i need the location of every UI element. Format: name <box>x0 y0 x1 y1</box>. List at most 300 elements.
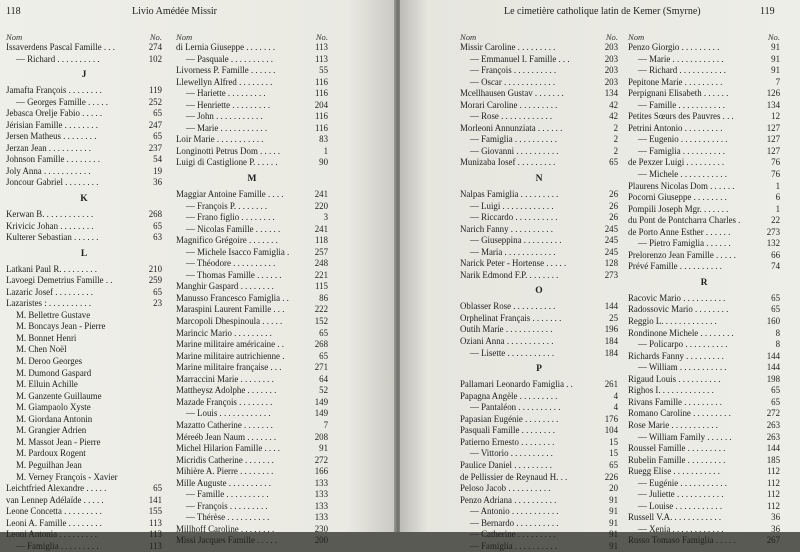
entry-name: Penzo Adriana . . . . . . . . . . <box>460 494 557 505</box>
entry-number: 15 <box>609 448 618 459</box>
entry-name: Jersen Matheus . . . . . . . . <box>6 131 97 142</box>
entry-name: Marine militaire française . . . <box>176 362 282 373</box>
entry-number: 119 <box>149 85 162 96</box>
entry-name: — Riccardo . . . . . . . . . . <box>470 212 558 223</box>
index-column <box>628 32 780 547</box>
index-entry <box>6 321 162 333</box>
index-entry <box>6 275 162 287</box>
index-entry <box>460 301 618 313</box>
entry-number: 65 <box>771 292 780 303</box>
index-entry <box>6 264 162 276</box>
index-entry <box>628 489 780 501</box>
entry-number: 133 <box>314 477 328 488</box>
index-entry <box>6 518 162 530</box>
entry-number: 127 <box>766 145 780 156</box>
entry-name: — Famiglia . . . . . . . . . . <box>638 145 726 156</box>
entry-name: M. Bellettre Gustave <box>16 309 91 320</box>
entry-name: Loir Marie . . . . . . . . . . . <box>176 134 264 145</box>
section-letter: R <box>700 277 708 288</box>
entry-name: van Lennep Adélaïde . . . . . <box>6 494 104 505</box>
index-entry <box>6 460 162 472</box>
entry-name: — Pasquale . . . . . . . . . . <box>186 53 274 64</box>
entry-name: Maggiar Antoine Famille . . . . <box>176 189 284 200</box>
entry-name: M. Grangier Adrien <box>16 425 87 436</box>
entry-number: 273 <box>766 226 780 237</box>
index-entry <box>628 238 780 250</box>
index-entry <box>460 146 618 158</box>
index-entry <box>628 304 780 316</box>
index-entry <box>628 512 780 524</box>
index-entry <box>6 232 162 244</box>
entry-name: Jérisian Famille . . . . . . . . <box>6 119 98 130</box>
entry-number: 8 <box>775 339 780 350</box>
entry-number: 203 <box>604 53 618 64</box>
index-entry <box>628 111 780 123</box>
index-entry <box>628 374 780 386</box>
entry-number: 26 <box>609 200 618 211</box>
index-entry <box>628 134 780 146</box>
entry-number: 36 <box>771 523 780 534</box>
index-entry <box>176 501 328 513</box>
entry-name: Russell V.A. . . . . . . . . . . . <box>628 512 722 523</box>
entry-name: — Luigi . . . . . . . . . . . . <box>470 200 554 211</box>
entry-number: 63 <box>153 232 162 243</box>
entry-number: 134 <box>604 88 618 99</box>
index-entry <box>628 501 780 513</box>
entry-name: Pasquali Famille . . . . . . . . <box>460 425 555 436</box>
entry-number: 4 <box>613 390 618 401</box>
index-entry <box>176 54 328 66</box>
entry-number: 91 <box>771 42 780 52</box>
index-entry <box>176 420 328 432</box>
entry-number: 230 <box>314 523 328 534</box>
entry-name: Outih Marie . . . . . . . . . . . <box>460 324 553 335</box>
index-entry <box>460 247 618 259</box>
entry-name: Morleoni Annunziata . . . . . . <box>460 122 563 133</box>
entry-name: Mihière A. Pierre . . . . . . . . <box>176 466 274 477</box>
entry-name: — Frano figlio . . . . . . . . <box>186 212 275 223</box>
index-entry <box>6 154 162 166</box>
entry-number: 20 <box>609 483 618 494</box>
entry-name: Pompili Joseph Mgr. . . . . . . <box>628 203 729 214</box>
entry-number: 2 <box>613 122 618 133</box>
entry-number: 65 <box>153 131 162 142</box>
index-entry <box>176 339 328 351</box>
entry-name: — Vittorio . . . . . . . . . . <box>470 448 553 459</box>
index-entry <box>176 77 328 89</box>
entry-number: 26 <box>609 189 618 200</box>
index-entry <box>176 432 328 444</box>
entry-name: M. Elluin Achille <box>16 379 78 390</box>
entry-number: 259 <box>148 275 162 286</box>
entry-name: — Thérèse . . . . . . . . . . <box>186 512 270 523</box>
entry-name: — Richard . . . . . . . . . . . <box>638 65 727 76</box>
index-entry <box>176 304 328 316</box>
index-entry <box>460 235 618 247</box>
entry-name: — Famiglia . . . . . . . . . . <box>470 540 558 551</box>
column-header-name: Nom <box>628 32 645 42</box>
index-entry <box>176 42 328 54</box>
entry-name: Nalpas Famiglia . . . . . . . . . <box>460 189 559 200</box>
entry-name: — Juliette . . . . . . . . . . . <box>638 489 724 500</box>
index-entry <box>176 512 328 524</box>
entry-name: Longinotti Petrus Dom . . . . . <box>176 145 281 156</box>
entry-number: 1 <box>775 203 780 214</box>
index-entry <box>460 518 618 530</box>
index-entry <box>628 432 780 444</box>
index-entry <box>460 189 618 201</box>
index-entry <box>628 535 780 547</box>
entry-number: 252 <box>148 96 162 107</box>
index-entry <box>6 472 162 484</box>
index-column <box>176 32 328 547</box>
entry-number: 36 <box>153 177 162 188</box>
entry-name: Oziani Anna . . . . . . . . . . . <box>460 336 554 347</box>
index-entry <box>628 227 780 239</box>
index-entry <box>176 235 328 247</box>
index-entry <box>460 88 618 100</box>
entry-number: 271 <box>314 362 328 373</box>
entry-number: 127 <box>766 134 780 145</box>
entry-name: Manghir Gaspard . . . . . . . . <box>176 281 274 292</box>
index-entry <box>176 134 328 146</box>
entry-number: 116 <box>315 76 328 87</box>
entry-name: — Catherine . . . . . . . . . <box>470 529 556 540</box>
entry-name: Latkani Paul R. . . . . . . . . <box>6 263 97 274</box>
index-entry <box>628 443 780 455</box>
entry-name: Marcopoli Dhespinoula . . . . . <box>176 316 283 327</box>
entry-number: 241 <box>314 223 328 234</box>
index-entry <box>176 212 328 224</box>
index-entry <box>460 123 618 135</box>
entry-number: 273 <box>604 269 618 280</box>
entry-name: Missir Caroline . . . . . . . . . <box>460 42 556 52</box>
running-head: Livio Amédée Missir <box>132 6 217 17</box>
index-entry <box>460 77 618 89</box>
entry-name: Kulterer Sebastian . . . . . . <box>6 232 99 243</box>
entry-number: 65 <box>153 483 162 494</box>
entry-number: 113 <box>315 53 328 64</box>
index-entry <box>6 85 162 97</box>
entry-number: 149 <box>314 408 328 419</box>
index-entry <box>176 189 328 201</box>
entry-number: 127 <box>766 122 780 133</box>
entry-name: — Famille . . . . . . . . . . . <box>638 99 726 110</box>
index-entry <box>6 425 162 437</box>
entry-number: 7 <box>323 419 328 430</box>
entry-name: M. Pardoux Rogent <box>16 448 86 459</box>
entry-name: Lazaric Josef . . . . . . . . . <box>6 286 93 297</box>
entry-number: 196 <box>604 324 618 335</box>
entry-name: — Lisette . . . . . . . . . . . <box>470 347 555 358</box>
entry-number: 26 <box>609 212 618 223</box>
entry-name: Magnifico Grégoire . . . . . . . <box>176 235 278 246</box>
entry-number: 6 <box>775 192 780 203</box>
index-entry <box>628 181 780 193</box>
column-header-name: Nom <box>460 32 477 42</box>
index-entry <box>176 157 328 169</box>
column-header <box>176 32 328 42</box>
index-entry <box>460 313 618 325</box>
entry-number: 64 <box>319 373 328 384</box>
index-entry <box>176 328 328 340</box>
entry-number: 76 <box>771 157 780 168</box>
entry-name: Peloso Jacob . . . . . . . . . . <box>460 483 551 494</box>
index-entry <box>460 460 618 472</box>
entry-number: 102 <box>148 53 162 64</box>
entry-name: di Lernia Giuseppe . . . . . . . <box>176 42 276 52</box>
index-entry <box>176 524 328 536</box>
index-entry <box>460 111 618 123</box>
entry-number: 160 <box>766 316 780 327</box>
entry-name: — Thomas Famille . . . . . . <box>186 269 282 280</box>
entry-number: 144 <box>766 443 780 454</box>
entry-number: 42 <box>609 111 618 122</box>
index-column <box>6 32 162 552</box>
index-entry <box>176 535 328 547</box>
entry-name: Luigi di Castiglione P. . . . . . <box>176 157 278 168</box>
entry-name: Prelorenzo Jean Famille . . . . . <box>628 249 736 260</box>
index-entry <box>6 120 162 132</box>
entry-number: 23 <box>153 298 162 309</box>
entry-name: — Maria . . . . . . . . . . . . <box>470 246 556 257</box>
entry-name: — Michele . . . . . . . . . . . <box>638 169 727 180</box>
index-entry <box>6 402 162 414</box>
entry-number: 132 <box>766 238 780 249</box>
entry-name: Lazaristes : . . . . . . . . . . <box>6 298 92 309</box>
entry-name: — Nicolas Famille . . . . . . <box>186 223 281 234</box>
entry-name: Kerwan B. . . . . . . . . . . . <box>6 209 94 220</box>
entry-name: M. Deroo Georges <box>16 356 83 367</box>
entry-name: M. Boncays Jean - Pierre <box>16 321 106 332</box>
entry-name: Munizaba Iosef . . . . . . . . . <box>460 157 556 168</box>
entry-number: 113 <box>149 529 162 540</box>
entry-name: de Pexzer Luigi . . . . . . . . . <box>628 157 725 168</box>
entry-name: de Porto Anne Esther . . . . . . <box>628 226 731 237</box>
index-entry <box>176 466 328 478</box>
entry-number: 184 <box>604 336 618 347</box>
entry-name: M. Giordana Antonin <box>16 413 93 424</box>
index-entry <box>6 310 162 322</box>
entry-name: M. Bonnet Henri <box>16 332 77 343</box>
entry-number: 152 <box>314 316 328 327</box>
entry-name: Leoni Antonia . . . . . . . . . <box>6 529 97 540</box>
entry-name: Micridis Catherine . . . . . . . <box>176 454 274 465</box>
entry-name: Manusso Francesco Famiglia . . <box>176 292 289 303</box>
entry-number: 116 <box>315 111 328 122</box>
index-entry <box>176 351 328 363</box>
entry-name: — Bernardo . . . . . . . . . . <box>470 517 559 528</box>
entry-number: 267 <box>766 535 780 546</box>
entry-name: Jamafta François . . . . . . . . <box>6 85 102 96</box>
index-entry <box>6 437 162 449</box>
index-entry <box>628 408 780 420</box>
index-entry <box>176 293 328 305</box>
entry-name: — Louis . . . . . . . . . . . . <box>186 408 271 419</box>
index-column <box>460 32 618 552</box>
entry-number: 144 <box>766 362 780 373</box>
section-letter: J <box>81 70 87 81</box>
index-entry <box>176 455 328 467</box>
entry-number: 113 <box>149 517 162 528</box>
entry-number: 104 <box>604 425 618 436</box>
entry-name: — Hariette . . . . . . . . . <box>186 88 266 99</box>
entry-name: Millhoff Caroline . . . . . . . . <box>176 523 275 534</box>
index-entry <box>460 402 618 414</box>
index-entry <box>460 270 618 282</box>
index-entry <box>628 328 780 340</box>
index-entry <box>176 397 328 409</box>
left-page <box>0 0 396 551</box>
entry-number: 220 <box>314 200 328 211</box>
index-entry <box>628 250 780 262</box>
index-entry <box>628 204 780 216</box>
index-entry <box>628 77 780 89</box>
entry-name: Orphelinat Français . . . . . . . <box>460 312 562 323</box>
entry-name: Pallamari Leonardo Famiglia . . <box>460 379 573 390</box>
entry-number: 83 <box>319 134 328 145</box>
entry-number: 65 <box>771 304 780 315</box>
entry-number: 226 <box>604 471 618 482</box>
entry-number: 133 <box>314 489 328 500</box>
index-entry <box>460 157 618 169</box>
entry-name: M. Verney François - Xavier <box>16 471 118 482</box>
entry-name: du Pont de Pontcharra Charles . <box>628 215 741 226</box>
entry-number: 272 <box>314 454 328 465</box>
index-entry <box>6 333 162 345</box>
entry-name: Livorness P. Famille . . . . . . <box>176 65 276 76</box>
index-entry <box>460 134 618 146</box>
index-entry <box>6 54 162 66</box>
entry-name: Rivans Famille . . . . . . . . . <box>628 396 722 407</box>
entry-name: Narik Edmond F.P. . . . . . . . <box>460 269 559 280</box>
entry-name: Morari Caroline . . . . . . . . . <box>460 99 558 110</box>
index-entry <box>6 287 162 299</box>
entry-name: Joncour Gabriel . . . . . . . . <box>6 177 99 188</box>
entry-name: — John . . . . . . . . . . . <box>186 111 263 122</box>
entry-number: 91 <box>771 65 780 76</box>
index-entry <box>176 362 328 374</box>
index-entry <box>176 201 328 213</box>
right-page <box>400 0 800 551</box>
entry-name: Mazade François . . . . . . . . <box>176 396 273 407</box>
index-entry <box>628 420 780 432</box>
index-entry <box>6 529 162 541</box>
index-entry <box>460 506 618 518</box>
entry-number: 263 <box>766 419 780 430</box>
entry-name: — Pantaléon . . . . . . . . . . <box>470 402 561 413</box>
index-entry <box>628 261 780 273</box>
entry-number: 4 <box>613 402 618 413</box>
index-entry <box>176 385 328 397</box>
index-entry <box>6 414 162 426</box>
entry-name: de Pellissier de Reynaud H. . . <box>460 471 568 482</box>
entry-name: Mazatto Catherine . . . . . . . <box>176 419 273 430</box>
index-entry <box>628 466 780 478</box>
index-entry <box>176 478 328 490</box>
entry-name: M. Chen Noël <box>16 344 67 355</box>
entry-number: 221 <box>314 269 328 280</box>
index-entry <box>628 362 780 374</box>
index-entry <box>6 495 162 507</box>
entry-number: 166 <box>314 466 328 477</box>
index-entry <box>6 42 162 54</box>
entry-name: Leichtfried Alexandre . . . . . <box>6 483 107 494</box>
column-header <box>628 32 780 42</box>
entry-number: 42 <box>609 99 618 110</box>
index-entry <box>460 100 618 112</box>
index-entry <box>176 247 328 259</box>
entry-number: 204 <box>314 99 328 110</box>
entry-number: 91 <box>609 529 618 540</box>
index-entry <box>628 478 780 490</box>
index-entry <box>460 495 618 507</box>
entry-number: 272 <box>766 408 780 419</box>
index-entry <box>460 224 618 236</box>
entry-name: Marincic Mario . . . . . . . . . <box>176 327 272 338</box>
index-entry <box>6 506 162 518</box>
index-entry <box>460 379 618 391</box>
index-entry <box>460 65 618 77</box>
entry-number: 91 <box>609 517 618 528</box>
entry-number: 7 <box>775 76 780 87</box>
entry-name: Racovic Mario . . . . . . . . . . <box>628 292 726 303</box>
entry-name: Johnson Famille . . . . . . . . <box>6 154 100 165</box>
index-entry <box>460 425 618 437</box>
index-entry <box>628 316 780 328</box>
entry-name: — Théodore . . . . . . . . . . <box>186 258 276 269</box>
entry-name: — Antonio . . . . . . . . . . . <box>470 506 559 517</box>
entry-number: 263 <box>766 431 780 442</box>
entry-name: — Famiglia . . . . . . . . . . <box>470 134 558 145</box>
entry-number: 141 <box>148 494 162 505</box>
entry-number: 116 <box>315 88 328 99</box>
section-letter: O <box>535 286 543 297</box>
index-entry <box>6 131 162 143</box>
entry-name: M. Peguilhan Jean <box>16 459 82 470</box>
entry-number: 91 <box>609 494 618 505</box>
entry-number: 116 <box>315 122 328 133</box>
entry-name: — Richard . . . . . . . . . . <box>16 53 100 64</box>
entry-name: M. Dumond Gaspard <box>16 367 92 378</box>
entry-name: — François P. . . . . . . . <box>186 200 268 211</box>
entry-name: — Eugénie . . . . . . . . . . . <box>638 477 727 488</box>
index-entry <box>460 391 618 403</box>
index-entry <box>628 157 780 169</box>
index-entry <box>176 258 328 270</box>
index-entry <box>6 356 162 368</box>
entry-number: 149 <box>314 396 328 407</box>
index-entry <box>460 414 618 426</box>
entry-number: 2 <box>613 145 618 156</box>
entry-name: Patierno Ernesto . . . . . . . . <box>460 436 555 447</box>
entry-name: — Marie . . . . . . . . . . . . <box>638 53 724 64</box>
entry-number: 245 <box>604 223 618 234</box>
entry-number: 118 <box>315 235 328 246</box>
entry-name: — Georges Famille . . . . . <box>16 96 109 107</box>
entry-number: 222 <box>314 304 328 315</box>
entry-name: Righos I. . . . . . . . . . . . . <box>628 385 714 396</box>
entry-name: M. Giampaolo Xyste <box>16 402 91 413</box>
index-entry <box>460 437 618 449</box>
index-entry <box>628 293 780 305</box>
entry-number: 241 <box>314 189 328 200</box>
index-entry <box>460 54 618 66</box>
entry-name: Richards Fanny . . . . . . . . . <box>628 350 724 361</box>
entry-number: 65 <box>609 157 618 168</box>
entry-name: Rigaud Louis . . . . . . . . . . <box>628 373 721 384</box>
entry-number: 126 <box>766 88 780 99</box>
